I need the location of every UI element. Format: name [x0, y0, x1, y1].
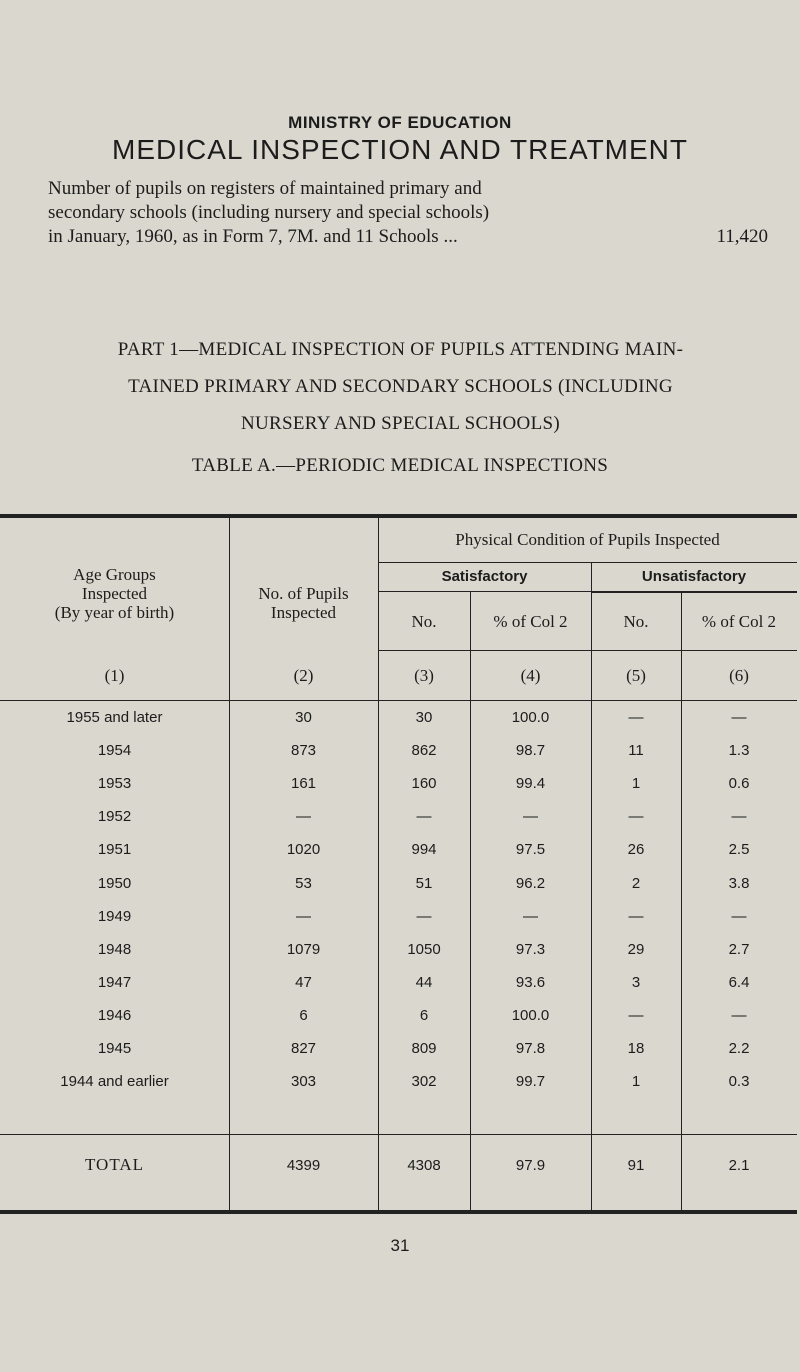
- table-cell: —: [628, 808, 644, 825]
- table-cell: 827: [290, 1040, 317, 1057]
- part-line-2: TAINED PRIMARY AND SECONDARY SCHOOLS (INCLUDING: [128, 376, 673, 397]
- header-rule-subcols: [378, 650, 797, 651]
- table-cell: 98.7: [515, 742, 546, 759]
- table-cell: 97.8: [515, 1040, 546, 1057]
- intro-line-3: in January, 1960, as in Form 7, 7M. and 11 Schools ...: [48, 226, 458, 247]
- table-cell: 47: [295, 974, 312, 991]
- table-cell: 30: [415, 709, 433, 726]
- col-number-6: (6): [729, 666, 749, 685]
- table-cell: 1950: [97, 875, 132, 892]
- ministry-heading: MINISTRY OF EDUCATION: [288, 113, 512, 132]
- table-cell: —: [296, 808, 311, 825]
- total-top-rule: [0, 1134, 797, 1135]
- header-pupils-line-1: No. of Pupils: [258, 584, 349, 603]
- table-caption: TABLE A.—PERIODIC MEDICAL INSPECTIONS: [191, 455, 609, 476]
- part-line-3: NURSERY AND SPECIAL SCHOOLS): [241, 413, 560, 434]
- table-cell: 2: [631, 875, 641, 892]
- col-number-1: (1): [104, 666, 125, 685]
- header-satisfactory-no: No.: [411, 612, 437, 631]
- table-cell: 1079: [286, 941, 321, 958]
- table-cell: —: [523, 908, 538, 925]
- table-cell: 994: [411, 841, 437, 858]
- table-cell: 97.3: [515, 941, 546, 958]
- intro-line-2: secondary schools (including nursery and special schools): [48, 202, 490, 223]
- col-number-4: (4): [520, 666, 541, 685]
- table-cell: 2.2: [728, 1040, 750, 1057]
- table-cell: 0.3: [728, 1073, 750, 1090]
- table-cell: 1953: [97, 775, 132, 792]
- table-cell: 1947: [97, 974, 132, 991]
- table-cell: 6: [419, 1007, 429, 1024]
- table-cell: 161: [290, 775, 317, 792]
- table-cell: —: [628, 1007, 644, 1024]
- total-cell: 97.9: [515, 1157, 546, 1174]
- table-cell: 1948: [97, 941, 132, 958]
- header-rule-unsatisfactory: [591, 591, 797, 593]
- table-cell: 302: [411, 1073, 437, 1090]
- table-cell: 2.7: [728, 941, 750, 958]
- table-cell: 1951: [97, 841, 132, 858]
- header-age-groups-line-2: Inspected: [81, 584, 148, 603]
- table-cell: 1: [631, 775, 641, 792]
- table-cell: 29: [627, 941, 645, 958]
- header-unsatisfactory-pct: % of Col 2: [701, 612, 777, 631]
- col-number-2: (2): [293, 666, 314, 685]
- header-bottom-rule: [0, 700, 797, 701]
- table-cell: 99.7: [515, 1073, 546, 1090]
- total-label: TOTAL: [84, 1155, 145, 1174]
- table-cell: 1050: [407, 941, 441, 958]
- table-cell: 53: [295, 875, 312, 892]
- table-cell: 6.4: [728, 974, 750, 991]
- table-cell: —: [731, 709, 747, 726]
- table-cell: —: [523, 808, 538, 825]
- table-cell: 1955 and later: [66, 709, 163, 726]
- header-pupils-inspected: [229, 584, 378, 622]
- header-unsatisfactory-no: No.: [623, 612, 649, 631]
- table-cell: 1945: [97, 1040, 132, 1057]
- table-cell: 93.6: [515, 974, 546, 991]
- table-cell: 100.0: [511, 1007, 550, 1024]
- table-cell: 1: [631, 1073, 641, 1090]
- table-cell: 3.8: [728, 875, 750, 892]
- table-cell: 99.4: [515, 775, 546, 792]
- table-cell: 11: [628, 742, 644, 759]
- total-cell: 4399: [286, 1157, 321, 1174]
- table-cell: —: [296, 908, 311, 925]
- intro-line-1: Number of pupils on registers of maintained primary and: [48, 178, 482, 199]
- total-cell: 2.1: [728, 1157, 750, 1174]
- table-cell: 809: [411, 1040, 437, 1057]
- table-cell: —: [628, 908, 644, 925]
- table-cell: 160: [411, 775, 437, 792]
- table-cell: 873: [290, 742, 317, 759]
- table-cell: 97.5: [515, 841, 546, 858]
- table-cell: —: [628, 709, 644, 726]
- table-cell: 44: [415, 974, 433, 991]
- table-cell: —: [731, 908, 747, 925]
- table-cell: 6: [299, 1007, 308, 1024]
- table-cell: 3: [631, 974, 641, 991]
- table-cell: 51: [415, 875, 433, 892]
- header-physical-condition: Physical Condition of Pupils Inspected: [455, 530, 720, 549]
- header-age-groups: [0, 565, 229, 622]
- part-line-1: PART 1—MEDICAL INSPECTION OF PUPILS ATTENDING MAIN-: [117, 339, 684, 360]
- table-cell: —: [731, 808, 747, 825]
- table-cell: 1020: [286, 841, 321, 858]
- header-age-groups-line-1: Age Groups: [73, 565, 156, 584]
- table-cell: —: [731, 1007, 747, 1024]
- header-rule-physical: [378, 562, 797, 563]
- table-cell: —: [416, 808, 432, 825]
- table-cell: 1.3: [728, 742, 750, 759]
- pupil-count-value: 11,420: [716, 226, 768, 247]
- col-number-5: (5): [626, 666, 646, 685]
- table-cell: 862: [411, 742, 437, 759]
- table-cell: 26: [627, 841, 645, 858]
- header-rule-satisfactory: [378, 591, 591, 592]
- table-cell: 303: [290, 1073, 317, 1090]
- total-cell: 4308: [407, 1157, 441, 1174]
- header-pupils-line-2: Inspected: [270, 603, 337, 622]
- header-satisfactory-pct: % of Col 2: [493, 612, 568, 631]
- page-title: MEDICAL INSPECTION AND TREATMENT: [112, 134, 688, 165]
- table-cell: 1944 and earlier: [60, 1073, 169, 1090]
- table-cell: 0.6: [728, 775, 750, 792]
- table-cell: 100.0: [511, 709, 550, 726]
- table-top-rule: [0, 514, 797, 518]
- table-cell: 96.2: [515, 875, 546, 892]
- page-number: 31: [390, 1236, 410, 1255]
- table-cell: 2.5: [728, 841, 750, 858]
- table-bottom-rule: [0, 1210, 797, 1214]
- header-age-groups-line-3: (By year of birth): [54, 603, 175, 622]
- table-cell: —: [416, 908, 432, 925]
- table-cell: 18: [627, 1040, 645, 1057]
- table-cell: 1954: [97, 742, 132, 759]
- table-cell: 1952: [97, 808, 132, 825]
- header-unsatisfactory: Unsatisfactory: [641, 568, 747, 585]
- header-satisfactory: Satisfactory: [441, 568, 528, 585]
- col-number-3: (3): [414, 666, 434, 685]
- table-cell: 1949: [97, 908, 132, 925]
- table-cell: 1946: [97, 1007, 132, 1024]
- total-cell: 91: [627, 1157, 645, 1174]
- table-cell: 30: [295, 709, 312, 726]
